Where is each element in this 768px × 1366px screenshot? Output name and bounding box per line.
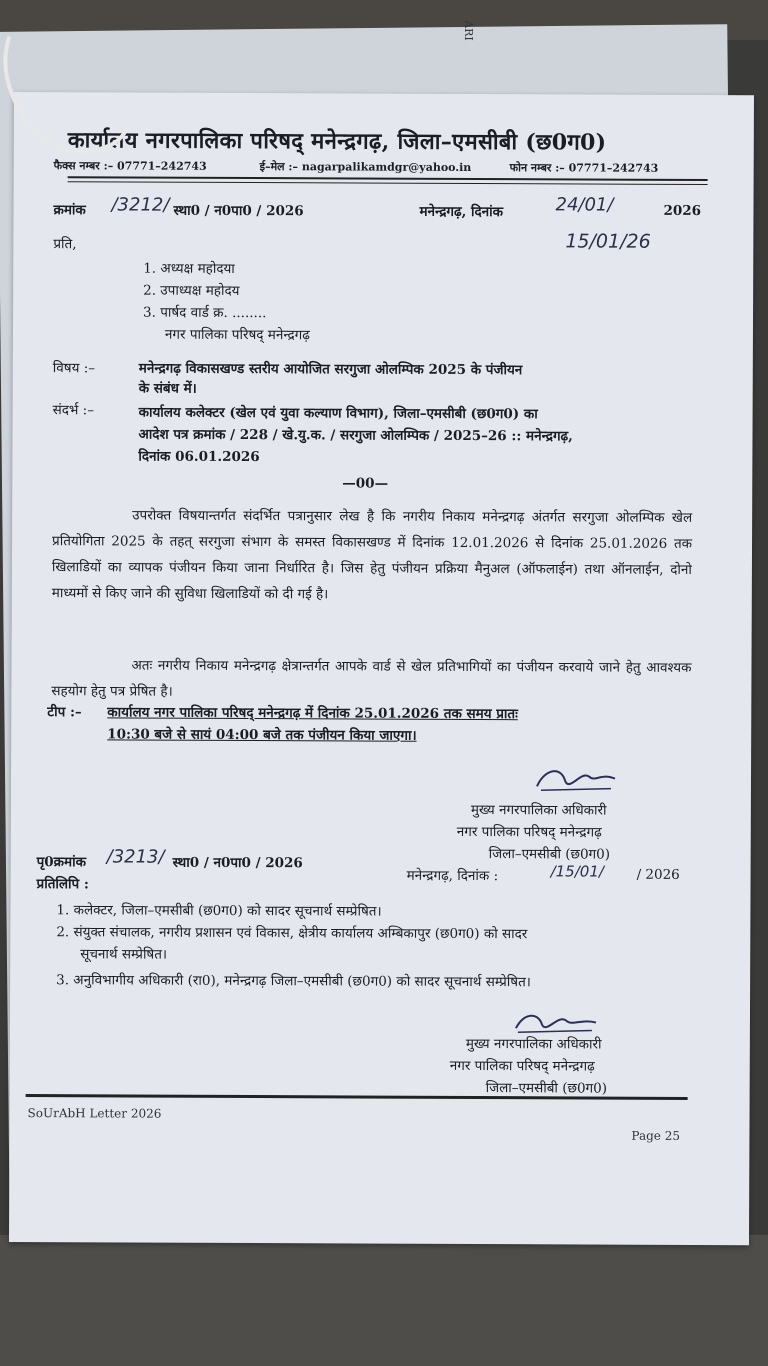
paper-edge-text: ARI — [461, 20, 475, 41]
signature-2-district: जिला–एमसीबी (छ0ग0) — [485, 1080, 608, 1097]
kramank-label: क्रमांक — [53, 202, 86, 219]
subject-line-2: के संबंध में। — [138, 380, 197, 397]
header-rule — [68, 176, 708, 185]
subject-line-1: मनेन्द्रगढ़ विकासखण्ड स्तरीय आयोजित सरगुजा ओलम्पिक 2025 के पंजीयन — [138, 360, 523, 379]
prati: प्रति, — [53, 236, 77, 253]
copy-2-cont: सूचनार्थ सम्प्रेषित। — [80, 946, 168, 963]
copy-kramank-suffix: स्था0 / न0पा0 / 2026 — [172, 854, 303, 872]
kramank-suffix: स्था0 / न0पा0 / 2026 — [173, 202, 304, 220]
note-line-1: कार्यालय नगर पालिका परिषद् मनेन्द्रगढ़ में दिनांक 25.01.2026 तक समय प्रातः — [107, 704, 518, 723]
copy-3: 3. अनुविभागीय अधिकारी (रा0), मनेन्द्रगढ़ जिला–एमसीबी (छ0ग0) को सादर सूचनार्थ सम्प्रेषित। — [56, 972, 531, 991]
body-paragraph-1: उपरोक्त विषयान्तर्गत संदर्भित पत्रानुसार लेख है कि नगरीय निकाय मनेन्द्रगढ़ अंतर्गत सरगुजा ओलम्पिक खेल प्रतियोगिता 2025 के तहत् सरगुजा संभाग के समस्त विकासखण्ड में दिनांक 12.01.2026 से दिनांक 25.01.2026 तक खिलाडियों का व्यापक पंजीयन किया जाना निर्धारित है। जिस हेतु पंजीयन प्रक्रिया मैनुअल (ऑफलाईन) तथा ऑनलाईन, दोनो माध्यमों से किए जाने की सुविधा खिलाडियों को दी गई है। — [51, 507, 693, 603]
kramank-handwritten: /3212/ — [111, 194, 170, 216]
date-year: 2026 — [663, 202, 702, 219]
signature-2-office: नगर पालिका परिषद् मनेन्द्रगढ़ — [449, 1057, 595, 1075]
copy-date-label: मनेन्द्रगढ़, दिनांक : — [406, 867, 499, 885]
signature-2-title: मुख्य नगरपालिका अधिकारी — [465, 1035, 602, 1053]
email-address: ई–मेल :– nagarpalikamdgr@yahoo.in — [259, 160, 472, 174]
reference-line-2: आदेश पत्र क्रमांक / 228 / खे.यु.क. / सरगुजा ओलम्पिक / 2025–26 :: मनेन्द्रगढ़, — [138, 426, 573, 445]
date-label: मनेन्द्रगढ़, दिनांक — [419, 203, 504, 221]
footer-page-number: Page 25 — [631, 1128, 681, 1143]
phone-number: फोन नम्बर :– 07771–242743 — [509, 161, 659, 175]
signature-mark-1 — [531, 762, 621, 798]
body-paragraph-2: अतः नगरीय निकाय मनेन्द्रगढ़ क्षेत्रान्तर्गत आपके वार्ड से खेल प्रतिभागियों का पंजीयन करवाये जाने हेतु आवश्यक सहयोग हेतु पत्र प्रेषित है। — [51, 657, 692, 700]
date-correction-handwritten: 15/01/26 — [565, 230, 651, 253]
background-bottom — [0, 1235, 768, 1366]
date-handwritten: 24/01/ — [555, 194, 614, 216]
copy-2: 2. संयुक्त संचालक, नगरीय प्रशासन एवं विकास, क्षेत्रीय कार्यालय अम्बिकापुर (छ0ग0) को सादर — [56, 924, 528, 943]
subject-label: विषय :– — [52, 360, 96, 377]
pratilipi-label: प्रतिलिपि : — [36, 876, 89, 893]
reference-line-1: कार्यालय कलेक्टर (खेल एवं युवा कल्याण विभाग), जिला–एमसीबी (छ0ग0) का — [138, 404, 538, 423]
signature-1-office: नगर पालिका परिषद् मनेन्द्रगढ़ — [456, 823, 602, 841]
signature-1-district: जिला–एमसीबी (छ0ग0) — [488, 846, 611, 863]
recipient-2: 2. उपाध्यक्ष महोदय — [143, 282, 240, 299]
copy-kramank-label: पृ0क्रमांक — [36, 854, 87, 871]
copy-date-year: / 2026 — [636, 866, 680, 883]
separator: —00— — [342, 475, 389, 492]
copy-kramank-handwritten: /3213/ — [106, 846, 165, 868]
reference-line-3: दिनांक 06.01.2026 — [138, 448, 260, 466]
copy-1: 1. कलेक्टर, जिला–एमसीबी (छ0ग0) को सादर सूचनार्थ सम्प्रेषित। — [56, 902, 382, 920]
note-line-2: 10:30 बजे से सायं 04:00 बजे तक पंजीयन किया जाएगा। — [107, 726, 417, 744]
signature-1-title: मुख्य नगरपालिका अधिकारी — [470, 802, 607, 819]
copy-date-handwritten: /15/01/ — [550, 862, 604, 881]
footer-left: SoUrAbH Letter 2026 — [27, 1106, 162, 1121]
letter-page — [9, 92, 754, 1245]
office-header: कार्यालय नगरपालिका परिषद् मनेन्द्रगढ़, जिला–एमसीबी (छ0ग0) — [67, 127, 607, 156]
note-label: टीप :– — [47, 704, 82, 721]
fax-number: फैक्स नम्बर :– 07771–242743 — [53, 159, 207, 173]
reference-label: संदर्भ :– — [52, 402, 95, 419]
recipient-1: 1. अध्यक्ष महोदया — [143, 260, 235, 277]
recipient-3: 3. पार्षद वार्ड क्र. ........ — [143, 304, 267, 322]
recipient-office: नगर पालिका परिषद् मनेन्द्रगढ़ — [164, 326, 310, 344]
